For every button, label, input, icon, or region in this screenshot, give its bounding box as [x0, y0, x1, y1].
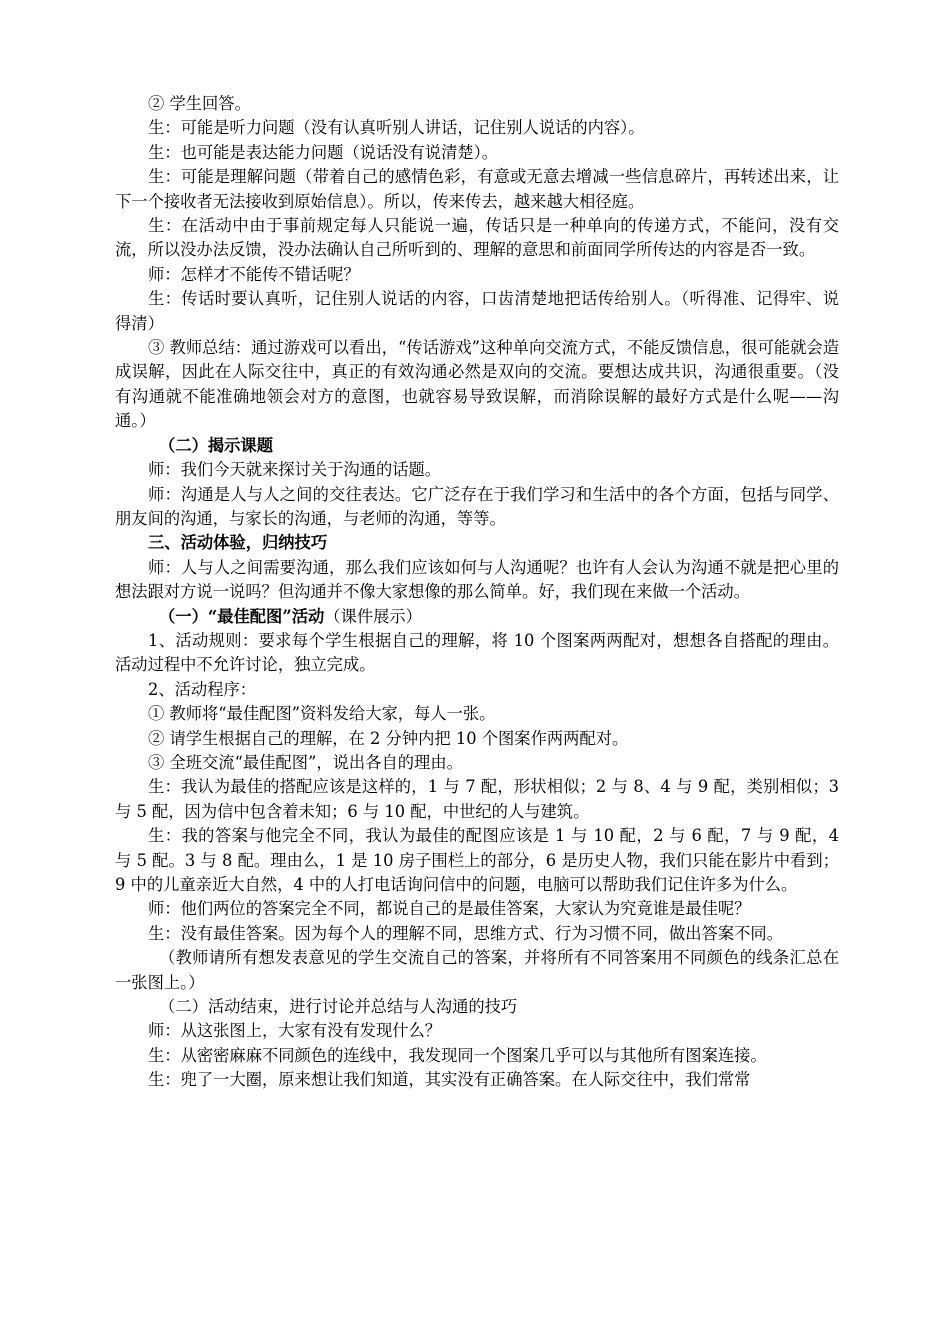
subsection-title: （一）“最佳配图”活动 [159, 606, 325, 626]
section-heading: 三、活动体验，归纳技巧 [148, 533, 328, 553]
paragraph: 师：从这张图上，大家有没有发现什么？ [148, 1021, 442, 1041]
document-page [115, 92, 839, 1093]
subsection-note: （课件展示） [324, 606, 422, 626]
paragraph: 1、活动规则：要求每个学生根据自己的理解，将 10 个图案两两配对，想想各自搭配的理由。活动过程中不允许讨论，独立完成。 [115, 630, 839, 675]
paragraph: 师：我们今天就来探讨关于沟通的话题。 [148, 460, 442, 480]
subsection-heading: （二）活动结束，进行讨论并总结与人沟通的技巧 [159, 997, 518, 1017]
paragraph: 生：从密密麻麻不同颜色的连线中，我发现同一个图案几乎可以与其他所有图案连接。 [148, 1045, 767, 1065]
paragraph: 生：可能是听力问题（没有认真听别人讲话，记住别人说话的内容）。 [148, 118, 645, 138]
paragraph: 生：在活动中由于事前规定每人只能说一遍，传话只是一种单向的传递方式，不能问，没有交流，所以没办法反馈，没办法确认自己所听到的、理解的意思和前面同学所传达的内容是否一致。 [115, 216, 839, 260]
paragraph: 生：也可能是表达能力问题（说话没有说清楚）。 [148, 142, 499, 162]
paragraph: 生：可能是理解问题（带着自己的感情色彩，有意或无意去增减一些信息碎片，再转述出来，让下一个接收者无法接收到原始信息）。所以，传来传去，越来越大相径庭。 [115, 167, 839, 211]
paragraph: 生：兜了一大圈，原来想让我们知道，其实没有正确答案。在人际交往中，我们常常 [148, 1070, 751, 1090]
paragraph: 师：他们两位的答案完全不同，都说自己的是最佳答案，大家认为究竟谁是最佳呢？ [148, 899, 751, 919]
paragraph: 师：沟通是人与人之间的交往表达。它广泛存在于我们学习和生活中的各个方面，包括与同学、朋友间的沟通，与家长的沟通，与老师的沟通，等等。 [115, 484, 839, 528]
paragraph: 生：传话时要认真听，记住别人说话的内容，口齿清楚地把话传给别人。（听得准、记得牢、说得清） [115, 289, 839, 333]
paragraph: 师：人与人之间需要沟通，那么我们应该如何与人沟通呢？也许有人会认为沟通不就是把心里的想法跟对方说一说吗？但沟通并不像大家想像的那么简单。好，我们现在来做一个活动。 [115, 557, 839, 602]
paragraph: ③ 教师总结：通过游戏可以看出，“传话游戏”这种单向交流方式，不能反馈信息，很可能就会造成误解，因此在人际交往中，真正的有效沟通必然是双向的交流。要想达成共识，沟通很重要。（没有沟通就不能准确地领会对方的意图，也就容易导致误解，而消除误解的最好方式是什么呢——沟通。） [115, 338, 839, 431]
paragraph: 2、活动程序： [148, 679, 257, 699]
paragraph: ③ 全班交流“最佳配图”，说出各自的理由。 [148, 752, 463, 772]
section-heading: （二）揭示课题 [159, 435, 273, 455]
subsection-heading [115, 605, 839, 629]
paragraph: （教师请所有想发表意见的学生交流自己的答案，并将所有不同答案用不同颜色的线条汇总在一张图上。） [115, 948, 839, 992]
paragraph: 生：我认为最佳的搭配应该是这样的，1 与 7 配，形状相似；2 与 8、4 与 9 配，类别相似；3 与 5 配，因为信中包含着未知；6 与 10 配，中世纪的人与建筑。 [115, 777, 839, 821]
paragraph: 师：怎样才不能传不错话呢？ [148, 264, 360, 284]
paragraph: ① 教师将“最佳配图”资料发给大家，每人一张。 [148, 704, 496, 724]
paragraph: 生：没有最佳答案。因为每个人的理解不同，思维方式、行为习惯不同，做出答案不同。 [148, 923, 783, 943]
paragraph: ② 学生回答。 [148, 94, 251, 113]
paragraph: ② 请学生根据自己的理解，在 2 分钟内把 10 个图案作两两配对。 [148, 728, 629, 748]
paragraph: 生：我的答案与他完全不同，我认为最佳的配图应该是 1 与 10 配，2 与 6 配，7 与 9 配，4 与 5 配。3 与 8 配。理由么，1 是 10 房子围栏上的部分，6 是历史人物，我们只能在影片中看到；9 中的儿童亲近大自然，4 中的人打电话询问信中的问题，电脑可以帮助我们记住许多为什么。 [115, 826, 839, 894]
